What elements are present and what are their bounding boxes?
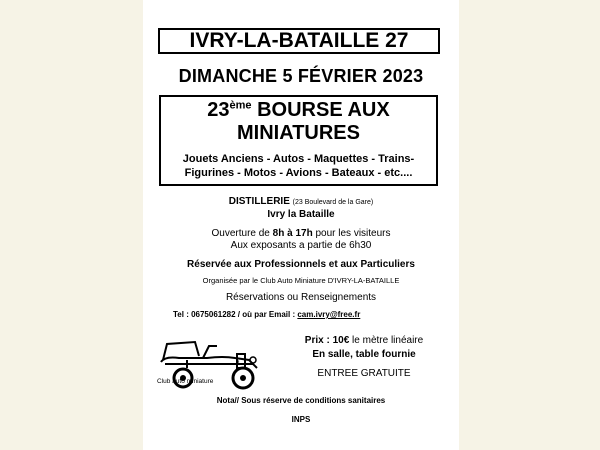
sanitary-note: Nota// Sous réserve de conditions sanitaires — [216, 396, 386, 405]
exhibitor-hours: Aux exposants a partie de 6h30 — [230, 240, 372, 251]
opening-hours — [143, 228, 459, 239]
bourse-subheading: MINIATURES — [237, 122, 360, 144]
reserved-note: Réservée aux Professionnels et aux Particuliers — [187, 259, 415, 270]
footer-code: INPS — [291, 415, 311, 424]
table-note: En salle, table fournie — [312, 349, 416, 360]
price-line — [289, 335, 439, 346]
price-amount: 10€ — [332, 335, 350, 346]
event-poster — [143, 0, 459, 450]
items-list-line-1: Jouets Anciens - Autos - Maquettes - Trains- — [182, 153, 415, 165]
contact-line — [173, 310, 360, 319]
bourse-heading-text: BOURSE AUX — [251, 99, 390, 121]
event-date: DIMANCHE 5 FÉVRIER 2023 — [178, 66, 424, 86]
reservations-label: Réservations ou Renseignements — [225, 292, 377, 303]
venue-address: (23 Boulevard de la Gare) — [292, 199, 374, 206]
edition-number: 23 — [207, 99, 230, 121]
price-suffix: le mètre linéaire — [349, 335, 424, 346]
venue-name — [143, 196, 459, 207]
bourse-box — [159, 95, 438, 186]
email-link[interactable]: cam.ivry@free.fr — [297, 310, 361, 319]
items-list-line-2: Figurines - Motos - Avions - Bateaux - etc.... — [184, 167, 413, 179]
bourse-heading — [161, 99, 436, 122]
opening-prefix: Ouverture de — [211, 228, 273, 239]
opening-time: 8h à 17h — [272, 228, 313, 239]
club-caption: Club auto miniature — [157, 378, 214, 385]
poster-title — [158, 28, 440, 54]
price-prefix: Prix : — [304, 335, 333, 346]
svg-text:1: 1 — [237, 361, 241, 367]
phone-text: Tel : 0675061282 / où par Email : — [173, 310, 298, 319]
edition-suffix: ème — [229, 99, 252, 112]
organizer-note: Organisée par le Club Auto Miniature D'IVRY-LA-BATAILLE — [202, 276, 400, 285]
poster-title-text: IVRY-LA-BATAILLE 27 — [189, 29, 409, 52]
venue-name-text: DISTILLERIE — [228, 196, 290, 207]
free-entry: ENTREE GRATUITE — [317, 368, 411, 379]
opening-suffix: pour les visiteurs — [312, 228, 391, 239]
venue-town: Ivry la Bataille — [267, 209, 335, 220]
